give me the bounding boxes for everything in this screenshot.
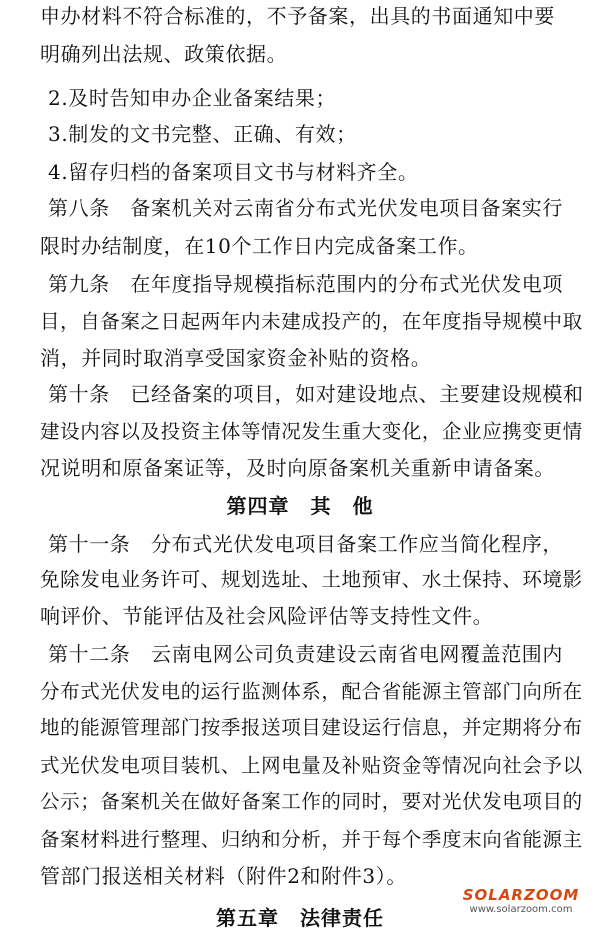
text-line: 建设内容以及投资主体等情况发生重大变化，企业应携变更情 <box>40 420 583 443</box>
article-9: 第九条 在年度指导规模指标范围内的分布式光伏发电项 <box>48 272 563 296</box>
text-line: 限时办结制度，在10个工作日内完成备案工作。 <box>40 234 479 258</box>
list-item: 2.及时告知申办企业备案结果； <box>48 86 337 110</box>
text-line: 目，自备案之日起两年内未建成投产的，在年度指导规模中取 <box>40 310 583 333</box>
text-line: 消，并同时取消享受国家资金补贴的资格。 <box>40 346 432 370</box>
text-line: 管部门报送相关材料（附件2和附件3）。 <box>40 864 407 888</box>
article-11: 第十一条 分布式光伏发电项目备案工作应当简化程序， <box>48 532 563 556</box>
article-10: 第十条 已经备案的项目，如对建设地点、主要建设规模和 <box>48 382 584 406</box>
text-line: 分布式光伏发电的运行监测体系，配合省能源主管部门向所在 <box>40 680 583 703</box>
solarzoom-logo: SOLARZOOM <box>462 886 580 904</box>
watermark <box>456 887 586 916</box>
text-line: 响评价、节能评估及社会风险评估等支持性文件。 <box>40 604 494 628</box>
watermark-url: www.solarzoom.com <box>469 904 573 915</box>
list-item: 3.制发的文书完整、正确、有效； <box>48 122 357 146</box>
list-item: 4.留存归档的备案项目文书与材料齐全。 <box>48 160 419 184</box>
text-line: 地的能源管理部门按季报送项目建设运行信息，并定期将分布 <box>40 716 583 739</box>
text-line: 公示；备案机关在做好备案工作的同时，要对光伏发电项目的 <box>40 790 583 813</box>
text-line: 明确列出法规、政策依据。 <box>40 42 288 66</box>
article-8: 第八条 备案机关对云南省分布式光伏发电项目备案实行 <box>48 196 563 220</box>
text-line: 式光伏发电项目装机、上网电量及补贴资金等情况向社会予以 <box>40 754 583 777</box>
text-line: 申办材料不符合标准的，不予备案，出具的书面通知中要 <box>40 4 555 28</box>
text-line: 免除发电业务许可、规划选址、土地预审、水土保持、环境影 <box>40 568 583 591</box>
chapter-5-heading: 第五章 法律责任 <box>216 906 384 930</box>
chapter-4-heading: 第四章 其 他 <box>226 494 374 518</box>
text-line: 备案材料进行整理、归纳和分析，并于每个季度末向省能源主 <box>40 828 583 851</box>
article-12: 第十二条 云南电网公司负责建设云南省电网覆盖范围内 <box>48 642 563 666</box>
text-line: 况说明和原备案证等，及时向原备案机关重新申请备案。 <box>40 456 555 480</box>
